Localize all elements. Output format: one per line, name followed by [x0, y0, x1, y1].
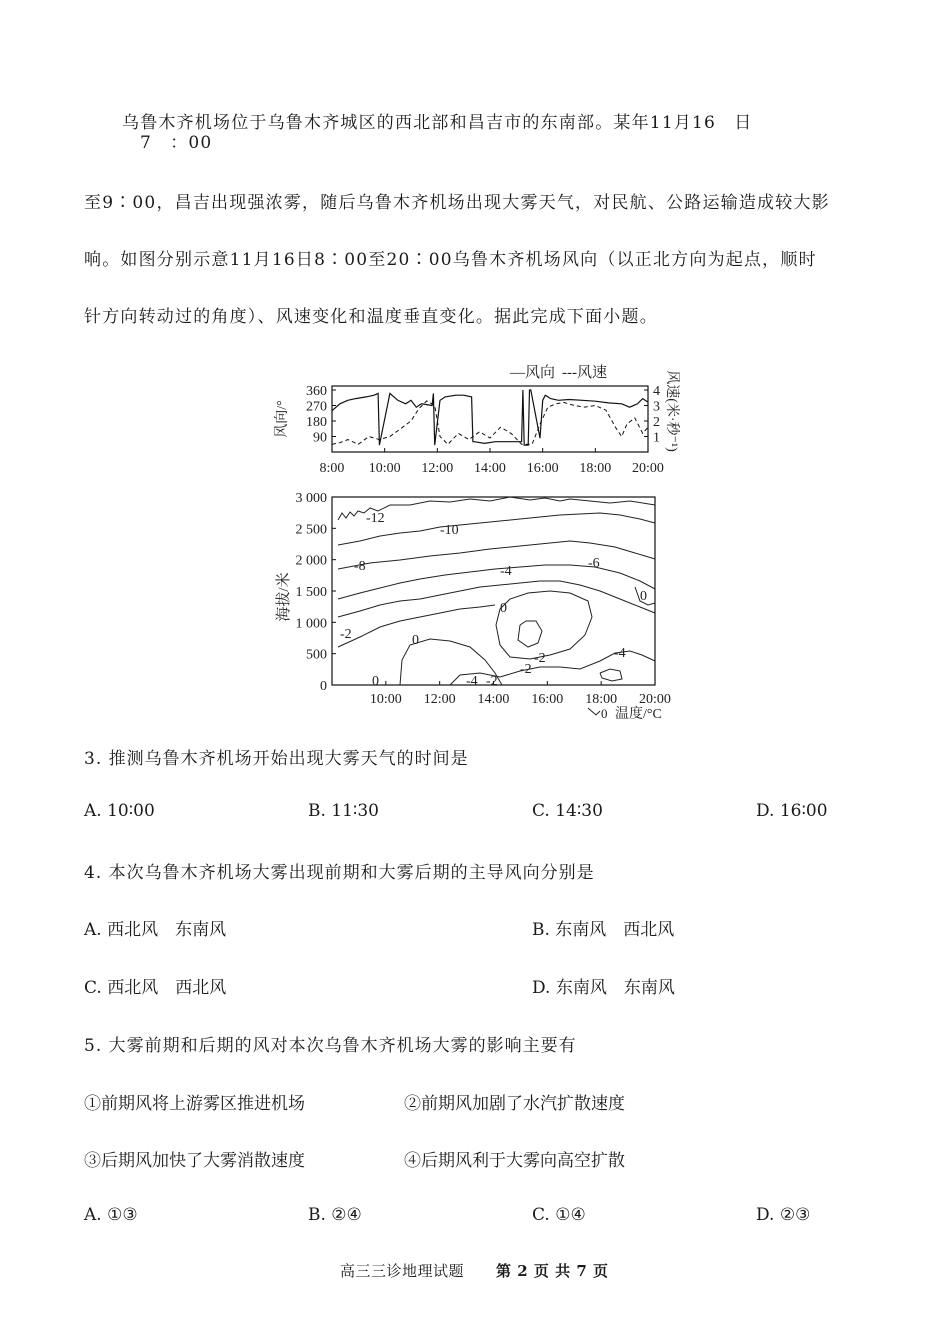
contour-line — [338, 541, 655, 569]
temp-legend-symbol: 0 — [601, 706, 608, 721]
temp-xtick: 14:00 — [477, 692, 510, 707]
temp-xtick: 16:00 — [531, 692, 564, 707]
contour-label: -2 — [520, 662, 532, 677]
temp-ytick: 500 — [306, 647, 327, 663]
wind-xtick: 12:00 — [421, 461, 454, 476]
question-5-statement-4: ④后期风利于大雾向高空扩散 — [404, 1151, 625, 1171]
contour-label: -4 — [500, 564, 512, 579]
wind-ytick-left: 90 — [313, 430, 327, 446]
contour-line — [518, 621, 542, 647]
wind-ytick-right: 3 — [653, 399, 660, 415]
wind-xtick: 8:00 — [319, 461, 345, 476]
temp-xtick: 12:00 — [423, 692, 456, 707]
question-3-option-c[interactable]: C. 14∶30 — [532, 801, 603, 821]
question-5-statement-2: ②前期风加剧了水汽扩散速度 — [404, 1094, 625, 1114]
question-3-stem: 3. 推测乌鲁木齐机场开始出现大雾天气的时间是 — [84, 749, 469, 769]
question-4-stem: 4. 本次乌鲁木齐机场大雾出现前期和大雾后期的主导风向分别是 — [84, 863, 595, 883]
contour-lines — [338, 497, 655, 685]
temp-xtick: 18:00 — [585, 692, 618, 707]
wind-ylabel-right: 风速(米·秒⁻¹) — [664, 370, 679, 452]
contour-label: 0 — [412, 633, 419, 648]
footer-page: 第 2 页 共 7 页 — [496, 1262, 609, 1280]
wind-xtick: 10:00 — [368, 461, 401, 476]
question-3-option-d[interactable]: D. 16∶00 — [756, 801, 828, 821]
question-4-option-d[interactable]: D. 东南风 东南风 — [532, 978, 675, 998]
wind-xtick: 20:00 — [632, 461, 664, 476]
contour-line — [338, 497, 655, 520]
temp-legend-label: 温度/°C — [615, 707, 662, 722]
temp-ytick: 1 500 — [295, 585, 327, 600]
passage-line-1-time: 7 ：00 — [140, 133, 213, 153]
contour-label: 0 — [372, 674, 379, 689]
contour-label: -2 — [486, 674, 498, 689]
question-5-option-d[interactable]: D. ②③ — [756, 1205, 811, 1225]
temp-ytick: 2 500 — [295, 522, 327, 538]
question-5-option-c[interactable]: C. ①④ — [532, 1205, 586, 1225]
question-4-option-b[interactable]: B. 东南风 西北风 — [532, 920, 675, 940]
contour-label: 0 — [640, 589, 647, 604]
figure — [270, 355, 680, 725]
temp-xtick: 10:00 — [369, 692, 402, 707]
question-5-option-a[interactable]: A. ①③ — [84, 1205, 138, 1225]
wind-legend-speed: ---风速 — [562, 365, 607, 381]
question-3-option-a[interactable]: A. 10∶00 — [84, 801, 155, 821]
question-4-option-a[interactable]: A. 西北风 东南风 — [84, 920, 227, 940]
wind-xtick: 16:00 — [526, 461, 559, 476]
contour-line — [600, 669, 622, 681]
temp-legend-symbol-line — [588, 708, 600, 715]
temp-xtick: 20:00 — [639, 692, 671, 707]
wind-xtick: 18:00 — [579, 461, 612, 476]
passage-line-4: 针方向转动过的角度）、风速变化和温度垂直变化。据此完成下面小题。 — [84, 307, 658, 327]
wind-ytick-left: 270 — [306, 399, 327, 415]
wind-ytick-right: 1 — [653, 430, 660, 446]
wind-ytick-left: 360 — [306, 384, 327, 399]
question-4-option-c[interactable]: C. 西北风 西北风 — [84, 978, 227, 998]
wind-legend-direction: —风向 — [510, 365, 556, 381]
contour-line — [338, 513, 655, 545]
contour-label: -4 — [466, 674, 478, 689]
contour-label: -2 — [340, 627, 352, 642]
passage-line-1: 乌鲁木齐机场位于乌鲁木齐城区的西北部和昌吉市的东南部。某年11月16 日 — [122, 113, 753, 133]
contour-label: 0 — [500, 601, 507, 616]
contour-label: -12 — [366, 511, 385, 526]
question-5-statement-3: ③后期风加快了大雾消散速度 — [84, 1151, 305, 1171]
question-5-option-b[interactable]: B. ②④ — [308, 1205, 362, 1225]
contour-line — [496, 591, 592, 659]
contour-label: -8 — [354, 559, 366, 574]
contour-label: -10 — [440, 523, 459, 538]
passage-line-3: 响。如图分别示意11月16日8∶00至20∶00乌鲁木齐机场风向（以正北方向为起点，顺时 — [84, 250, 817, 270]
wind-ytick-right: 4 — [653, 384, 660, 399]
question-5-statement-1: ①前期风将上游雾区推进机场 — [84, 1094, 305, 1114]
temp-ytick: 2 000 — [295, 553, 327, 569]
contour-labels — [340, 511, 647, 689]
footer-title: 高三三诊地理试题 — [340, 1262, 465, 1280]
temp-ylabel: 海拔/米 — [276, 572, 292, 622]
wind-ylabel-left: 风向/° — [275, 400, 290, 438]
wind-ytick-right: 2 — [653, 415, 660, 430]
wind-ytick-left: 180 — [306, 415, 327, 430]
contour-label: -2 — [534, 651, 546, 666]
contour-label: -6 — [588, 556, 600, 571]
wind-direction-line — [332, 390, 648, 445]
wind-xtick: 14:00 — [474, 461, 506, 476]
temp-ytick: 3 000 — [295, 491, 327, 506]
passage-line-2: 至9∶00，昌吉出现强浓雾，随后乌鲁木齐机场出现大雾天气，对民航、公路运输造成较大影 — [84, 193, 830, 213]
temp-ytick: 1 000 — [295, 616, 327, 632]
contour-label: -4 — [614, 646, 626, 661]
question-3-option-b[interactable]: B. 11∶30 — [308, 801, 379, 821]
question-5-stem: 5. 大雾前期和后期的风对本次乌鲁木齐机场大雾的影响主要有 — [84, 1036, 577, 1056]
temp-ytick: 0 — [320, 679, 327, 694]
